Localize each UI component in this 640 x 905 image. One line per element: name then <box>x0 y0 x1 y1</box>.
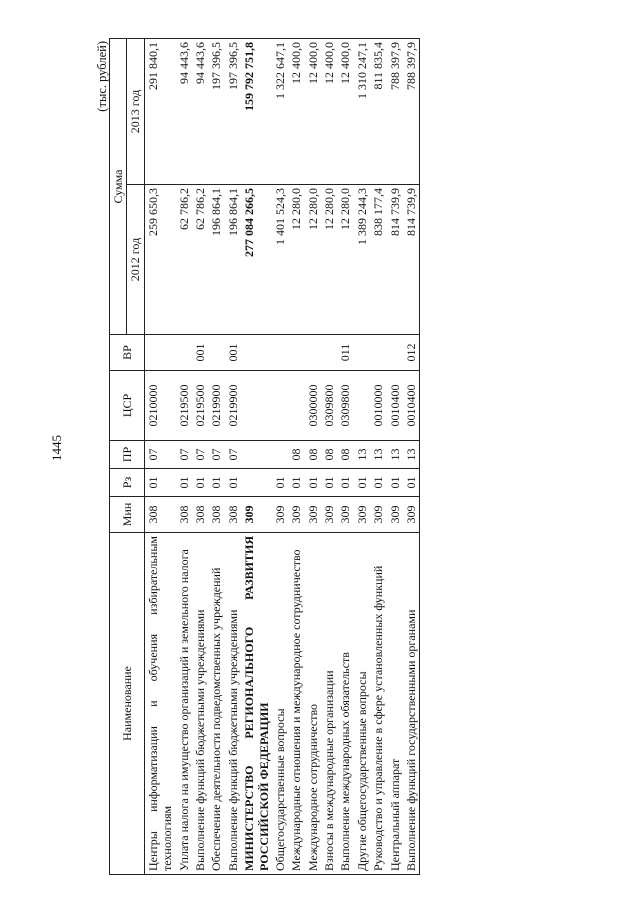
table-row <box>241 38 272 874</box>
table-row <box>208 38 224 874</box>
row-name: Центры информатизации и обучения избирательным технологиям <box>144 533 175 875</box>
row-name: Выполнение функций бюджетными учреждениями <box>225 533 241 875</box>
row-rz: 01 <box>272 469 288 497</box>
row-sum-2012: 814 739,9 <box>387 185 403 335</box>
row-name: МИНИСТЕРСТВО РЕГИОНАЛЬНОГО РАЗВИТИЯ РОССИЙСКОЙ ФЕДЕРАЦИИ <box>241 533 272 875</box>
row-rz: 01 <box>225 469 241 497</box>
table-body <box>144 38 420 874</box>
row-rz: 01 <box>370 469 386 497</box>
row-csr: 0010400 <box>387 371 403 441</box>
row-rz: 01 <box>321 469 337 497</box>
row-min: 308 <box>225 497 241 533</box>
row-pr: 08 <box>337 441 353 469</box>
row-rz: 01 <box>305 469 321 497</box>
row-pr: 07 <box>192 441 208 469</box>
header-sum: Сумма <box>110 38 127 334</box>
row-min: 308 <box>144 497 175 533</box>
row-pr: 07 <box>208 441 224 469</box>
row-name: Другие общегосударственные вопросы <box>354 533 370 875</box>
row-rz: 01 <box>144 469 175 497</box>
row-csr: 0219900 <box>208 371 224 441</box>
row-sum-2013: 788 397,9 <box>403 38 420 184</box>
table-row <box>354 38 370 874</box>
row-min: 309 <box>305 497 321 533</box>
header-pr: ПР <box>110 441 145 469</box>
row-name: Руководство и управление в сфере установленных функций <box>370 533 386 875</box>
row-name: Обеспечение деятельности подведомственных учреждений <box>208 533 224 875</box>
row-pr: 08 <box>305 441 321 469</box>
table-row <box>387 38 403 874</box>
table-row <box>321 38 337 874</box>
row-vr <box>241 335 272 371</box>
row-min: 309 <box>288 497 304 533</box>
row-sum-2013: 1 310 247,1 <box>354 38 370 184</box>
page-number: 1445 <box>49 435 64 461</box>
row-sum-2012: 814 739,9 <box>403 185 420 335</box>
row-pr: 13 <box>403 441 420 469</box>
row-pr <box>241 441 272 469</box>
table-row <box>288 38 304 874</box>
row-rz: 01 <box>403 469 420 497</box>
header-csr: ЦСР <box>110 371 145 441</box>
row-min: 309 <box>337 497 353 533</box>
row-min: 309 <box>321 497 337 533</box>
row-min: 308 <box>208 497 224 533</box>
row-csr: 0219500 <box>176 371 192 441</box>
row-pr: 13 <box>354 441 370 469</box>
row-name: Международные отношения и международное сотрудничество <box>288 533 304 875</box>
row-name: Выполнение функций бюджетными учреждениями <box>192 533 208 875</box>
row-vr <box>272 335 288 371</box>
row-sum-2012: 1 401 524,3 <box>272 185 288 335</box>
row-vr <box>144 335 175 371</box>
row-min: 309 <box>272 497 288 533</box>
row-name: Центральный аппарат <box>387 533 403 875</box>
row-vr: 001 <box>192 335 208 371</box>
row-vr <box>208 335 224 371</box>
row-rz: 01 <box>176 469 192 497</box>
table-row <box>192 38 208 874</box>
row-csr: 0010000 <box>370 371 386 441</box>
row-vr <box>288 335 304 371</box>
table-row <box>144 38 175 874</box>
row-rz <box>241 469 272 497</box>
row-min: 308 <box>192 497 208 533</box>
row-sum-2012: 1 389 244,3 <box>354 185 370 335</box>
row-sum-2012: 12 280,0 <box>321 185 337 335</box>
row-csr: 0219500 <box>192 371 208 441</box>
row-rz: 01 <box>208 469 224 497</box>
row-vr <box>321 335 337 371</box>
row-sum-2013: 12 400,0 <box>321 38 337 184</box>
row-vr <box>370 335 386 371</box>
row-rz: 01 <box>354 469 370 497</box>
row-csr <box>241 371 272 441</box>
row-pr: 08 <box>288 441 304 469</box>
row-sum-2013: 94 443,6 <box>176 38 192 184</box>
row-rz: 01 <box>192 469 208 497</box>
row-pr: 13 <box>387 441 403 469</box>
row-rz: 01 <box>288 469 304 497</box>
row-csr <box>354 371 370 441</box>
row-sum-2012: 62 786,2 <box>192 185 208 335</box>
row-name: Международное сотрудничество <box>305 533 321 875</box>
row-sum-2013: 788 397,9 <box>387 38 403 184</box>
header-vr: ВР <box>110 335 145 371</box>
row-csr: 0010400 <box>403 371 420 441</box>
row-pr: 08 <box>321 441 337 469</box>
row-min: 308 <box>176 497 192 533</box>
rotated-table-region <box>95 35 535 875</box>
header-2012: 2012 год <box>127 185 144 335</box>
row-sum-2012: 259 650,3 <box>144 185 175 335</box>
row-rz: 01 <box>337 469 353 497</box>
table-row <box>337 38 353 874</box>
row-pr: 07 <box>225 441 241 469</box>
header-min: Мин <box>110 497 145 533</box>
row-vr <box>354 335 370 371</box>
row-csr <box>272 371 288 441</box>
row-sum-2012: 12 280,0 <box>305 185 321 335</box>
units-label: (тыс. рублей) <box>95 41 109 112</box>
table-row <box>370 38 386 874</box>
row-csr: 0219900 <box>225 371 241 441</box>
row-vr: 011 <box>337 335 353 371</box>
row-pr: 13 <box>370 441 386 469</box>
row-pr <box>272 441 288 469</box>
row-vr <box>305 335 321 371</box>
budget-table <box>109 38 420 875</box>
row-name: Выполнение международных обязательств <box>337 533 353 875</box>
row-min: 309 <box>387 497 403 533</box>
row-vr <box>387 335 403 371</box>
row-min: 309 <box>403 497 420 533</box>
row-sum-2012: 196 864,1 <box>208 185 224 335</box>
row-sum-2013: 811 835,4 <box>370 38 386 184</box>
row-name: Выполнение функций государственными органами <box>403 533 420 875</box>
row-rz: 01 <box>387 469 403 497</box>
row-sum-2013: 94 443,6 <box>192 38 208 184</box>
row-vr <box>176 335 192 371</box>
row-min: 309 <box>354 497 370 533</box>
row-pr: 07 <box>176 441 192 469</box>
row-sum-2012: 12 280,0 <box>337 185 353 335</box>
table-header <box>110 38 145 874</box>
row-sum-2013: 291 840,1 <box>144 38 175 184</box>
row-sum-2013: 197 396,5 <box>225 38 241 184</box>
row-sum-2013: 159 792 751,8 <box>241 38 272 184</box>
row-min: 309 <box>370 497 386 533</box>
row-csr: 0300000 <box>305 371 321 441</box>
row-pr: 07 <box>144 441 175 469</box>
table-row <box>225 38 241 874</box>
row-vr: 001 <box>225 335 241 371</box>
row-sum-2012: 62 786,2 <box>176 185 192 335</box>
row-name: Уплата налога на имущество организаций и земельного налога <box>176 533 192 875</box>
row-sum-2013: 12 400,0 <box>337 38 353 184</box>
row-sum-2012: 12 280,0 <box>288 185 304 335</box>
row-name: Общегосударственные вопросы <box>272 533 288 875</box>
row-sum-2013: 1 322 647,1 <box>272 38 288 184</box>
row-csr: 0210000 <box>144 371 175 441</box>
row-sum-2012: 838 177,4 <box>370 185 386 335</box>
row-sum-2013: 197 396,5 <box>208 38 224 184</box>
row-sum-2013: 12 400,0 <box>288 38 304 184</box>
row-vr: 012 <box>403 335 420 371</box>
row-csr: 0309800 <box>321 371 337 441</box>
row-sum-2012: 196 864,1 <box>225 185 241 335</box>
header-name: Наименование <box>110 533 145 875</box>
table-row <box>305 38 321 874</box>
row-sum-2012: 277 084 266,5 <box>241 185 272 335</box>
table-row <box>272 38 288 874</box>
header-rz: Рз <box>110 469 145 497</box>
header-2013: 2013 год <box>127 38 144 184</box>
row-min: 309 <box>241 497 272 533</box>
row-sum-2013: 12 400,0 <box>305 38 321 184</box>
table-row <box>403 38 420 874</box>
row-csr: 0309800 <box>337 371 353 441</box>
table-row <box>176 38 192 874</box>
row-csr <box>288 371 304 441</box>
row-name: Взносы в международные организации <box>321 533 337 875</box>
